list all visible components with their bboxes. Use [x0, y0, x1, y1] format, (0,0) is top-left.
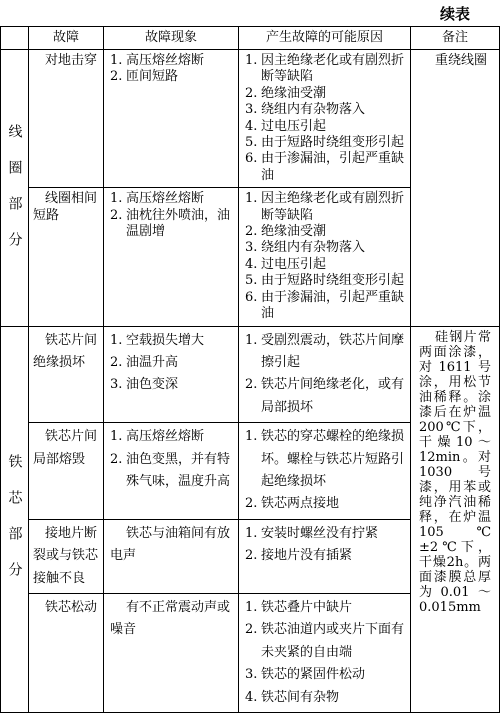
fault-table — [0, 26, 500, 713]
header-cause: 产生故障的可能原因 — [239, 27, 411, 50]
item-number: 2. — [245, 622, 258, 638]
item-text: 由于渗漏油，引起严重缺油 — [261, 289, 405, 322]
fault-name: 铁芯松动 — [45, 599, 98, 615]
group-label: 铁芯部分 — [6, 454, 23, 599]
symptom-cell — [104, 423, 239, 520]
cause-item — [245, 687, 408, 709]
symptom-item — [110, 449, 233, 494]
item-number: 5. — [245, 135, 258, 151]
symptom-cell — [104, 593, 239, 712]
note-cell — [411, 326, 500, 713]
item-text: 高压熔丝熔断 — [126, 53, 205, 68]
item-number: 2. — [245, 85, 258, 101]
symptom-cell — [104, 326, 239, 423]
symptom-item — [110, 426, 233, 448]
item-number: 3. — [245, 667, 258, 683]
fault-cell — [29, 519, 104, 593]
fault-name: 铁芯片间绝缘损坏 — [33, 332, 98, 370]
item-number: 3. — [245, 102, 258, 118]
header-group — [1, 27, 29, 50]
item-text: 铁芯油道内或夹片下面有未夹紧的自由端 — [261, 622, 405, 660]
group-label-cell — [1, 326, 29, 713]
item-text: 油温升高 — [126, 354, 179, 370]
cause-item — [245, 102, 408, 118]
item-number: 2. — [245, 548, 258, 564]
cause-item — [245, 664, 408, 686]
cause-item — [245, 191, 408, 224]
item-text: 铁芯间有杂物 — [261, 689, 340, 705]
symptom-item — [110, 208, 233, 241]
fault-name: 铁芯片间局部熔毁 — [33, 429, 98, 467]
item-number: 1. — [245, 429, 258, 445]
item-text: 铁芯的穿芯螺栓的绝缘损坏。螺栓与铁芯片短路引起绝缘损坏 — [261, 429, 405, 489]
item-number: 1. — [110, 53, 123, 68]
cause-item — [245, 545, 408, 567]
item-text: 铁芯片间绝缘老化，或有局部损坏 — [261, 377, 405, 415]
item-text: 油枕往外喷油，油温剧增 — [126, 207, 231, 240]
fault-cell — [29, 593, 104, 712]
item-number: 1. — [110, 332, 123, 348]
symptom-text: 铁芯与油箱间有放电声 — [110, 525, 231, 564]
cause-cell — [239, 423, 411, 520]
item-number: 1. — [245, 53, 258, 68]
symptom-cell — [104, 188, 239, 326]
cause-item — [245, 240, 408, 256]
group-label-cell — [1, 50, 29, 327]
item-text: 因主绝缘老化或有剧烈折断等缺陷 — [261, 191, 405, 223]
continued-table-label: 续表 — [439, 5, 470, 23]
group-label: 线圈部分 — [6, 124, 23, 269]
symptom-item — [110, 374, 233, 396]
item-text: 安装时螺丝没有拧紧 — [261, 525, 379, 541]
fault-name: 对地击穿 — [45, 53, 98, 68]
symptom-item — [110, 69, 233, 85]
cause-item — [245, 426, 408, 493]
fault-name: 接地片断裂或与铁芯接触不良 — [33, 525, 99, 586]
item-number: 1. — [110, 429, 123, 445]
cause-cell — [239, 50, 411, 188]
item-text: 由于渗漏油，引起严重缺油 — [261, 151, 405, 183]
item-text: 由于短路时绕组变形引起 — [261, 135, 405, 151]
cause-cell — [239, 326, 411, 423]
fault-name: 线圈相间短路 — [33, 191, 98, 223]
item-number: 6. — [245, 289, 258, 305]
item-number: 6. — [245, 151, 258, 167]
header-note: 备注 — [411, 27, 500, 50]
item-number: 2. — [245, 377, 258, 393]
item-text: 受剧烈震动，铁芯片间摩擦引起 — [261, 332, 405, 370]
item-text: 绝缘油受潮 — [261, 224, 327, 240]
fault-cell — [29, 423, 104, 520]
item-text: 由于短路时绕组变形引起 — [261, 273, 405, 289]
item-number: 2. — [110, 69, 123, 85]
item-text: 因主绝缘老化或有剧烈折断等缺陷 — [261, 53, 405, 85]
item-text: 过电压引起 — [261, 256, 327, 272]
cause-item — [245, 119, 408, 135]
fault-cell — [29, 188, 104, 326]
item-number: 3. — [245, 240, 258, 256]
item-number: 4. — [245, 689, 258, 705]
item-text: 铁芯叠片中缺片 — [261, 599, 353, 615]
symptom-cell — [104, 519, 239, 593]
cause-item — [245, 224, 408, 240]
fault-cell — [29, 50, 104, 188]
item-number: 1. — [110, 191, 123, 207]
cause-item — [245, 53, 408, 86]
cause-item — [245, 273, 408, 289]
symptom-text: 有不正常震动声或噪音 — [110, 599, 231, 638]
cause-item — [245, 151, 408, 184]
item-number: 2. — [245, 496, 258, 512]
item-text: 匝间短路 — [126, 69, 179, 85]
item-text: 高压熔丝熔断 — [126, 191, 205, 207]
header-row — [1, 27, 500, 50]
item-text: 空载损失增大 — [126, 332, 205, 348]
note-text: 重绕线圈 — [435, 53, 488, 68]
cause-item — [245, 135, 408, 151]
note-text: 硅钢片常两面涂漆，对1611号涂，用松节油稀释。涂漆后在炉温200℃下，干燥10～12min。对1030号漆，用苯或纯净汽油稀释，在炉温105℃±2℃下，干燥2h。两面漆膜总厚为0.01～0.015mm — [419, 329, 491, 615]
note-cell — [411, 50, 500, 327]
cause-item — [245, 619, 408, 664]
header-symptom: 故障现象 — [104, 27, 239, 50]
item-number: 1. — [245, 525, 258, 541]
item-number: 1. — [245, 599, 258, 615]
item-number: 2. — [110, 451, 123, 467]
cause-cell — [239, 519, 411, 593]
table-row — [1, 50, 500, 188]
item-number: 2. — [110, 354, 123, 370]
symptom-item — [110, 191, 233, 207]
fault-cell — [29, 326, 104, 423]
item-text: 绕组内有杂物落入 — [261, 240, 366, 256]
item-text: 过电压引起 — [261, 118, 327, 134]
item-text: 油色变深 — [126, 377, 179, 393]
cause-item — [245, 290, 408, 323]
symptom-item — [110, 53, 233, 69]
cause-cell — [239, 188, 411, 326]
item-number: 2. — [110, 207, 123, 223]
cause-item — [245, 493, 408, 515]
cause-item — [245, 374, 408, 419]
cause-item — [245, 86, 408, 102]
item-number: 2. — [245, 224, 258, 240]
symptom-item — [110, 352, 233, 374]
item-text: 接地片没有插紧 — [261, 548, 353, 564]
item-number: 3. — [110, 377, 123, 393]
item-number: 1. — [245, 332, 258, 348]
cause-item — [245, 597, 408, 619]
item-text: 高压熔丝熔断 — [126, 429, 205, 445]
item-number: 5. — [245, 273, 258, 289]
table-row — [1, 326, 500, 423]
item-text: 铁芯的紧固件松动 — [261, 667, 366, 683]
symptom-item — [110, 330, 233, 352]
item-text: 绕组内有杂物落入 — [261, 102, 366, 118]
cause-cell — [239, 593, 411, 712]
item-text: 铁芯两点接地 — [261, 496, 340, 512]
header-fault: 故障 — [29, 27, 104, 50]
cause-item — [245, 523, 408, 545]
item-number: 1. — [245, 191, 258, 207]
symptom-cell — [104, 50, 239, 188]
item-number: 4. — [245, 118, 258, 134]
cause-item — [245, 330, 408, 375]
cause-item — [245, 257, 408, 273]
item-text: 绝缘油受潮 — [261, 85, 327, 101]
item-number: 4. — [245, 256, 258, 272]
item-text: 油色变黑，并有特殊气味，温度升高 — [126, 451, 231, 489]
